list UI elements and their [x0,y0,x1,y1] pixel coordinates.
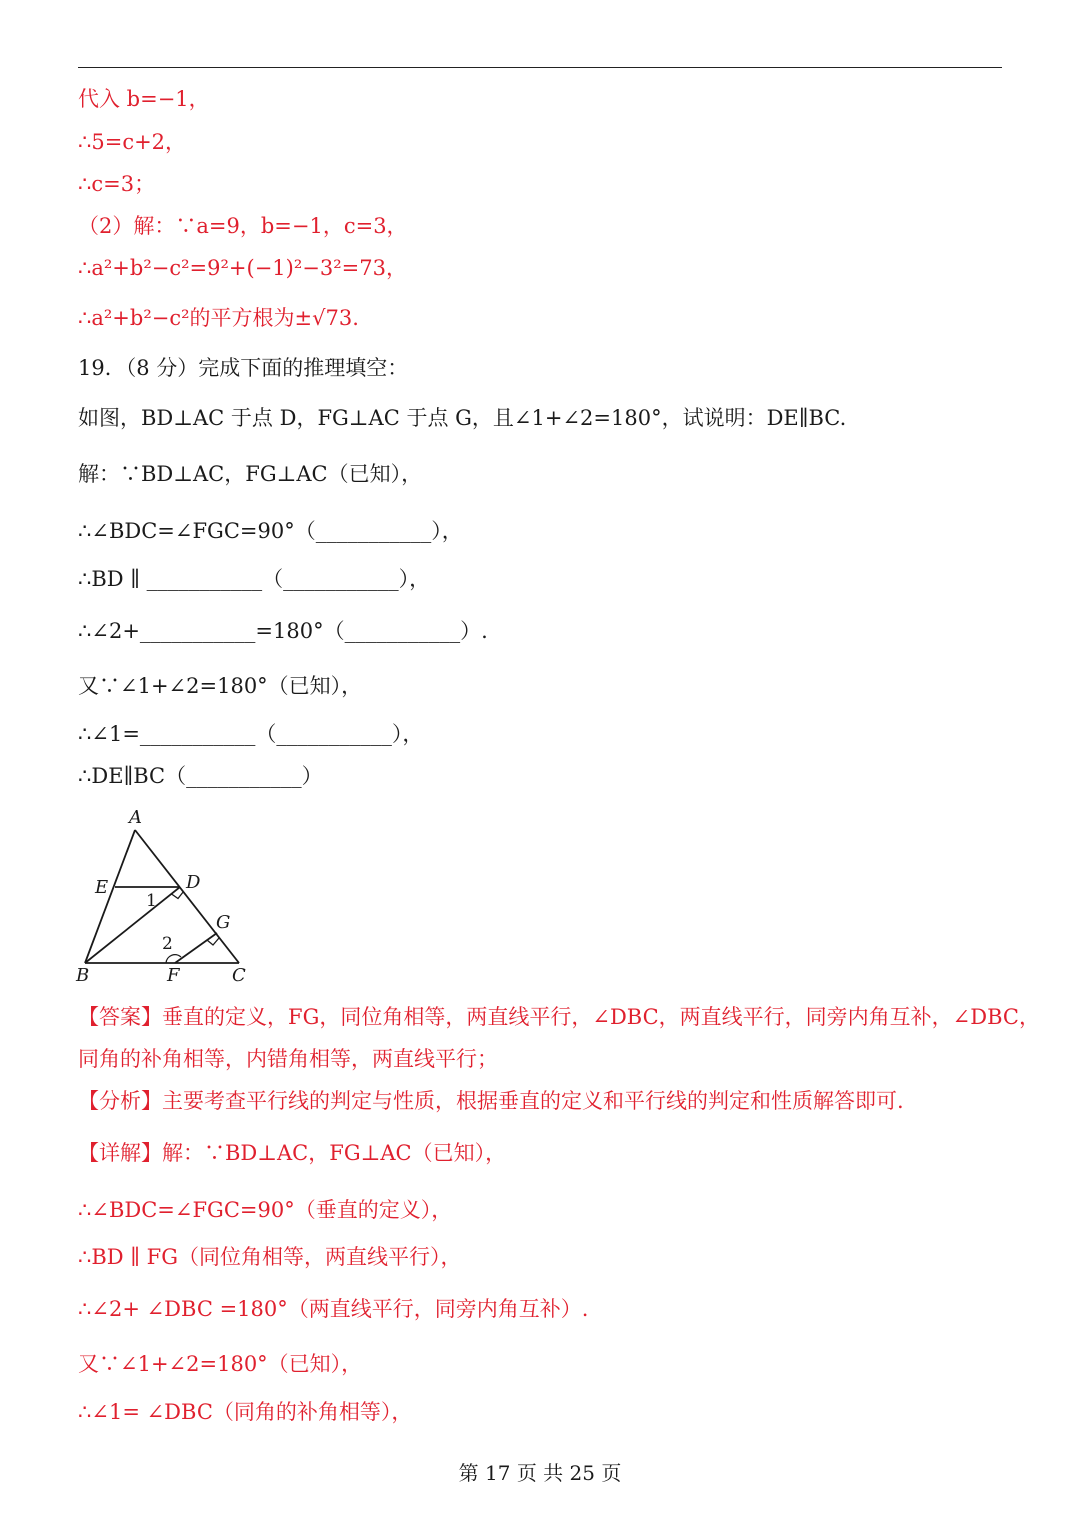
solution-line-2: ∴5=c+2， [78,130,187,154]
label-angle-1: 1 [146,891,157,911]
step-5: 又∵∠1+∠2=180°（已知）， [78,674,363,698]
question-statement: 如图，BD⊥AC 于点 D，FG⊥AC 于点 G，且∠1+∠2=180°，试说明：DE∥BC. [78,406,847,430]
label-angle-2: 2 [162,934,173,954]
step-6: ∴∠1=___________（___________）， [78,722,424,746]
question-header: 19．（8 分）完成下面的推理填空： [78,356,409,380]
answer-line-2: 同角的补角相等，内错角相等，两直线平行； [78,1047,498,1071]
detail-line-2: ∴∠BDC=∠FGC=90°（垂直的定义）， [78,1198,453,1222]
solution-line-6: ∴a²+b²−c²的平方根为±√73. [78,306,359,330]
label-f: F [167,965,180,985]
step-4: ∴∠2+___________=180°（___________）. [78,619,488,643]
analysis-text: 主要考查平行线的判定与性质，根据垂直的定义和平行线的判定和性质解答即可. [162,1089,904,1113]
label-e: E [95,877,109,898]
triangle-figure [70,805,260,985]
solution-line-4: （2）解：∵a=9，b=−1，c=3， [78,214,408,238]
detail-line-6: ∴∠1= ∠DBC（同角的补角相等）， [78,1400,413,1424]
angle-2-arc [166,955,181,963]
label-b: B [76,965,90,985]
answer-text-1: 垂直的定义，FG，同位角相等，两直线平行，∠DBC，两直线平行，同旁内角互补，∠DBC， [162,1005,1040,1029]
label-d: D [186,872,201,893]
analysis-line [78,1087,904,1115]
label-c: C [232,965,246,985]
detail-tag: 【详解】 [78,1141,162,1165]
detail-text-1: 解：∵BD⊥AC，FG⊥AC（已知）， [162,1141,507,1165]
solution-line-1: 代入 b=−1， [78,87,210,111]
label-g: G [216,912,231,933]
solution-line-3: ∴c=3； [78,172,156,196]
page-footer: 第 17 页 共 25 页 [458,1461,622,1485]
header-rule [78,67,1002,68]
step-2: ∴∠BDC=∠FGC=90°（___________）， [78,519,463,543]
detail-line-1 [78,1139,506,1167]
answer-line-1 [78,1003,1040,1031]
detail-line-3: ∴BD ∥ FG（同位角相等，两直线平行）， [78,1245,462,1269]
analysis-tag: 【分析】 [78,1089,162,1113]
step-7: ∴DE∥BC（___________） [78,764,323,788]
step-1: 解：∵BD⊥AC，FG⊥AC（已知）， [78,462,423,486]
step-3: ∴BD ∥ ___________（___________）， [78,567,431,591]
answer-tag: 【答案】 [78,1005,162,1029]
label-a: A [129,807,142,828]
segment-fg [175,933,217,963]
detail-line-4: ∴∠2+ ∠DBC =180°（两直线平行，同旁内角互补）. [78,1297,589,1321]
solution-line-5: ∴a²+b²−c²=9²+(−1)²−3²=73， [78,256,407,280]
detail-line-5: 又∵∠1+∠2=180°（已知）， [78,1352,363,1376]
